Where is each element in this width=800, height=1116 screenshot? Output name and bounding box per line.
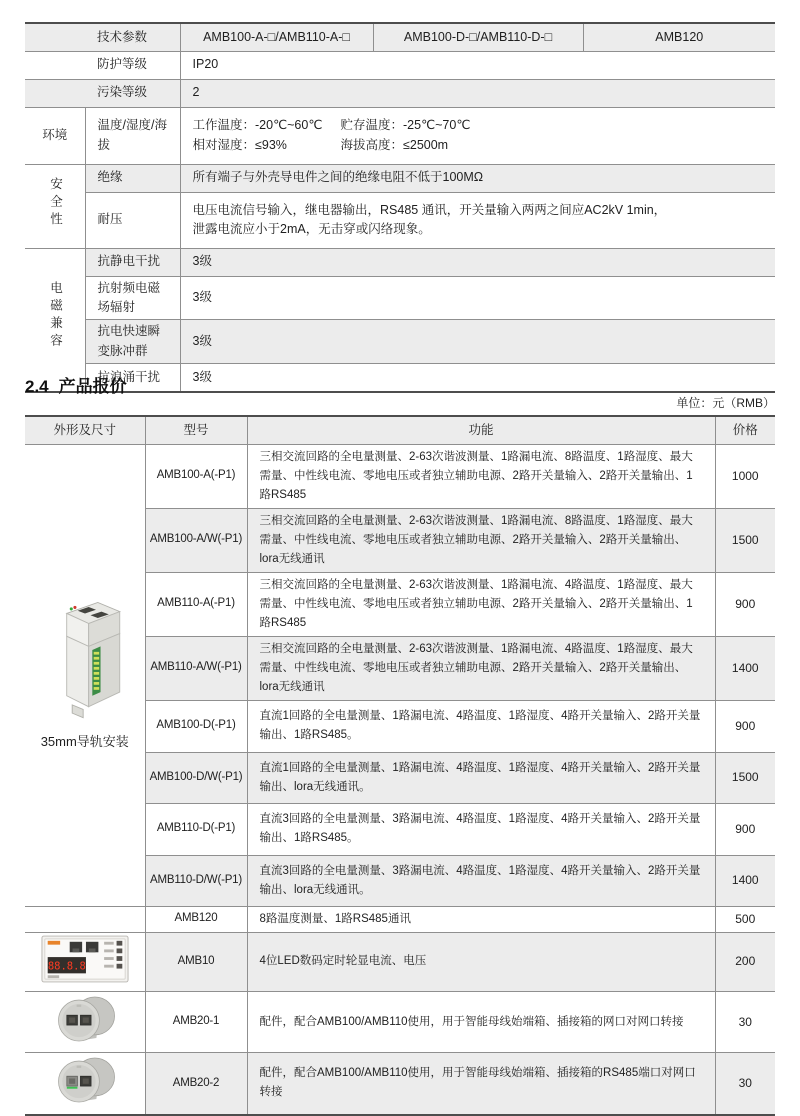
function-cell: 三相交流回路的全电量测量、2-63次谐波测量、1路漏电流、8路温度、1路湿度、最大需量、中性线电流、零地电压或者独立辅助电源、2路开关量输入、2路开关量输出、lora无线通讯 <box>247 508 715 572</box>
price-cell: 500 <box>715 906 775 932</box>
spec-model-col-amb120: AMB120 <box>583 23 775 51</box>
price-cell: 900 <box>715 700 775 752</box>
model-cell: AMB100-A(-P1) <box>145 444 247 508</box>
spec-insulation-value: 所有端子与外壳导电件之间的绝缘电阻不低于100MΩ <box>180 164 775 192</box>
emc-esd-value: 3级 <box>180 248 775 276</box>
spec-ip-value: IP20 <box>180 51 775 79</box>
function-cell: 配件，配合AMB100/AMB110使用，用于智能母线始端箱、插接箱的RS485端口对网口转接 <box>247 1053 715 1115</box>
storage-temp: 贮存温度：-25℃~70℃ <box>340 118 471 133</box>
function-cell: 三相交流回路的全电量测量、2-63次谐波测量、1路漏电流、4路温度、1路湿度、最大需量、中性线电流、零地电压或者独立辅助电源、2路开关量输入、2路开关量输出、1路RS485 <box>247 572 715 636</box>
withstand-line2: 泄露电流应小于2mA，无击穿或闪络现象。 <box>192 222 431 236</box>
section-number: 2.4 <box>25 377 49 396</box>
function-cell: 三相交流回路的全电量测量、2-63次谐波测量、1路漏电流、4路温度、1路湿度、最大需量、中性线电流、零地电压或者独立辅助电源、2路开关量输入、2路开关量输出、lora无线通讯 <box>247 636 715 700</box>
price-cell: 1500 <box>715 508 775 572</box>
emc-eft-value: 3级 <box>180 320 775 364</box>
spec-env-label: 温度/湿度/海拔 <box>85 107 180 164</box>
emc-rf-label: 抗射频电磁场辐射 <box>85 276 180 320</box>
model-cell: AMB20-1 <box>145 991 247 1052</box>
col-header-function: 功能 <box>247 416 715 444</box>
working-temp: 工作温度：-20℃~60℃ <box>192 118 323 133</box>
price-cell: 200 <box>715 932 775 991</box>
emc-surge-label: 抗浪涌干扰 <box>85 364 180 392</box>
led-panel-meter-image <box>41 935 129 983</box>
model-cell: AMB20-2 <box>145 1053 247 1115</box>
relative-humidity: 相对湿度：≤93% <box>192 137 287 152</box>
spec-model-col-d: AMB100-D-□/AMB110-D-□ <box>373 23 583 51</box>
spec-insulation-label: 绝缘 <box>85 164 180 192</box>
shape-cell-panel-meter <box>25 932 145 991</box>
col-header-price: 价格 <box>715 416 775 444</box>
din-rail-module-image <box>37 597 133 725</box>
shape-cell-adapter-2 <box>25 1053 145 1115</box>
shape-cell-din-module <box>25 444 145 906</box>
spec-group-safety: 安全性 <box>25 164 85 248</box>
price-cell: 1400 <box>715 855 775 906</box>
spec-group-environment: 环境 <box>25 107 85 164</box>
price-cell: 900 <box>715 572 775 636</box>
function-cell: 直流3回路的全电量测量、3路漏电流、4路温度、1路湿度、4路开关量输入、2路开关量输出、1路RS485。 <box>247 803 715 855</box>
function-cell: 三相交流回路的全电量测量、2-63次谐波测量、1路漏电流、8路温度、1路湿度、最大需量、中性线电流、零地电压或者独立辅助电源、2路开关量输入、2路开关量输出、1路RS485 <box>247 444 715 508</box>
shape-cell-empty <box>25 906 145 932</box>
unit-note: 单位：元（RMB） <box>676 396 775 410</box>
spec-ip-label: 防护等级 <box>25 51 180 79</box>
price-cell: 1000 <box>715 444 775 508</box>
spec-env-value <box>180 107 775 164</box>
spec-group-emc: 电磁兼容 <box>25 248 85 392</box>
function-cell: 8路温度测量、1路RS485通讯 <box>247 906 715 932</box>
emc-eft-label: 抗电快速瞬变脉冲群 <box>85 320 180 364</box>
model-cell: AMB100-A/W(-P1) <box>145 508 247 572</box>
model-cell: AMB100-D(-P1) <box>145 700 247 752</box>
model-cell: AMB110-D/W(-P1) <box>145 855 247 906</box>
withstand-line1: 电压电流信号输入，继电器输出，RS485 通讯，开关量输入两两之间应AC2kV 1min， <box>192 202 667 217</box>
emc-rf-value: 3级 <box>180 276 775 320</box>
product-quote-table <box>25 415 775 1116</box>
function-cell: 直流3回路的全电量测量、3路漏电流、4路温度、1路湿度、4路开关量输入、2路开关量输出、lora无线通讯。 <box>247 855 715 906</box>
function-cell: 配件，配合AMB100/AMB110使用，用于智能母线始端箱、插接箱的网口对网口转接 <box>247 991 715 1052</box>
section-heading <box>25 372 127 397</box>
spec-pollution-label: 污染等级 <box>25 79 180 107</box>
col-header-shape: 外形及尺寸 <box>25 416 145 444</box>
price-cell: 1500 <box>715 752 775 803</box>
model-cell: AMB110-A/W(-P1) <box>145 636 247 700</box>
spec-param-label: 技术参数 <box>25 23 180 51</box>
section-title: 产品报价 <box>58 377 127 396</box>
spec-withstand-label: 耐压 <box>85 192 180 248</box>
model-cell: AMB110-D(-P1) <box>145 803 247 855</box>
function-cell: 直流1回路的全电量测量、1路漏电流、4路温度、1路湿度、4路开关量输入、2路开关量输出、1路RS485。 <box>247 700 715 752</box>
function-cell: 4位LED数码定时轮显电流、电压 <box>247 932 715 991</box>
emc-esd-label: 抗静电干扰 <box>85 248 180 276</box>
svg-text:88.8.8: 88.8.8 <box>47 960 86 973</box>
mount-type-label: 35mm导轨安装 <box>40 734 129 750</box>
model-cell: AMB100-D/W(-P1) <box>145 752 247 803</box>
shape-cell-adapter-1 <box>25 991 145 1052</box>
model-cell: AMB10 <box>145 932 247 991</box>
spec-pollution-value: 2 <box>180 79 775 107</box>
technical-parameters-table <box>25 22 775 393</box>
function-cell: 直流1回路的全电量测量、1路漏电流、4路温度、1路湿度、4路开关量输入、2路开关量输出、lora无线通讯。 <box>247 752 715 803</box>
price-cell: 30 <box>715 1053 775 1115</box>
price-cell: 1400 <box>715 636 775 700</box>
altitude: 海拔高度：≤2500m <box>340 137 449 152</box>
col-header-model: 型号 <box>145 416 247 444</box>
model-cell: AMB120 <box>145 906 247 932</box>
round-port-adapter-rs485-image <box>46 1055 124 1105</box>
price-cell: 30 <box>715 991 775 1052</box>
emc-surge-value: 3级 <box>180 364 775 392</box>
spec-model-col-a: AMB100-A-□/AMB110-A-□ <box>180 23 373 51</box>
model-cell: AMB110-A(-P1) <box>145 572 247 636</box>
spec-withstand-value <box>180 192 775 248</box>
round-port-adapter-image <box>46 994 124 1044</box>
price-cell: 900 <box>715 803 775 855</box>
